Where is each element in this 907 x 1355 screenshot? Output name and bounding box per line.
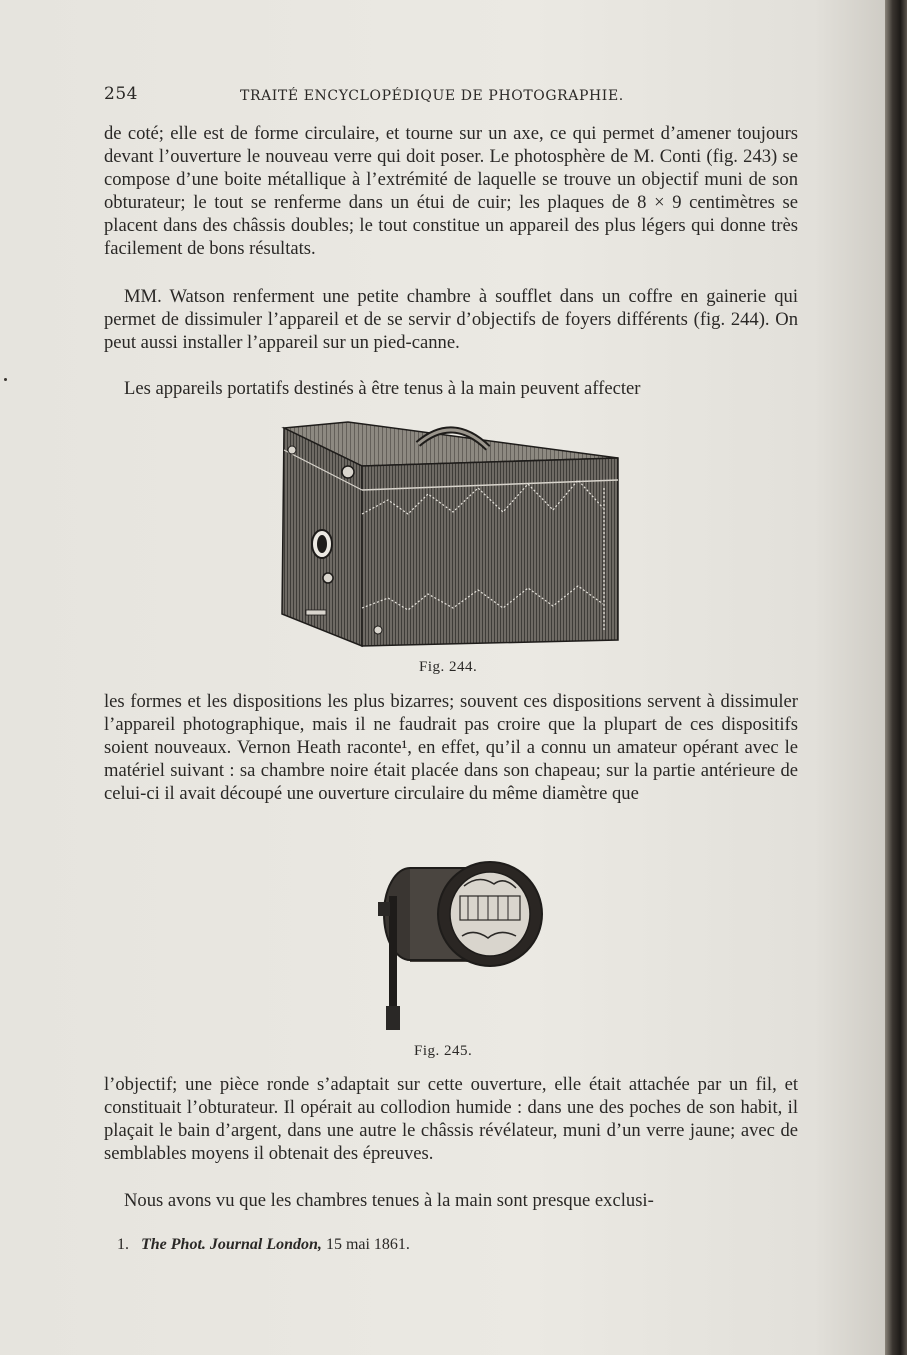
figure-245-hat-camera: [364, 856, 544, 1036]
paragraph-4: les formes et les dispositions les plus bizarres; souvent ces dispositions servent à dissimuler l’appareil photographique, mais il ne faudrait pas croire que la plupart de ces dispositifs soient nouveaux. Vernon Heath raconte¹, en effet, qu’il a connu un amateur opérant avec le matériel suivant : sa chambre noire était placée dans son chapeau; sur la partie antérieure de celui-ci il avait découpé une ouverture circulaire du même diamètre que: [104, 691, 798, 805]
page-number: 254: [104, 84, 138, 104]
figure-244-caption: Fig. 244.: [419, 659, 478, 675]
paragraph-1: de coté; elle est de forme circulaire, et tourne sur un axe, ce qui permet d’amener toujours devant l’ouverture le nouveau verre qui doit poser. Le photosphère de M. Conti (fig. 243) se compose d’une boite métallique à l’extrémité de laquelle se trouve un objectif muni de son obturateur; le tout se renferme dans un étui de cuir; les plaques de 8 × 9 centimètres se placent dans des châssis doubles; le tout constitue un appareil des plus légers qui donne très facilement de bons résultats.: [104, 123, 798, 260]
paragraph-2: MM. Watson renferment une petite chambre à soufflet dans un coffre en gainerie qui permet de dissimuler l’appareil et de se servir d’objectifs de foyers différents (fig. 244). On peut aussi installer l’appareil sur un pied-canne.: [104, 286, 798, 354]
paragraph-5: l’objectif; une pièce ronde s’adaptait sur cette ouverture, elle était attachée par un fil, et constituait l’obturateur. Il opérait au collodion humide : dans une des poches de son habit, il plaçait le bain d’argent, dans une autre le châssis révélateur, muni d’un verre jaune; avec de semblables moyens il obtenait des épreuves.: [104, 1074, 798, 1165]
figure-245-caption: Fig. 245.: [414, 1043, 473, 1059]
footnote: [117, 1236, 410, 1254]
margin-mark: [4, 378, 7, 381]
figure-244-box-camera: [278, 418, 624, 650]
paragraph-6: Nous avons vu que les chambres tenues à la main sont presque exclusi-: [124, 1190, 654, 1211]
footnote-date: 15 mai 1861.: [325, 1236, 410, 1253]
footnote-source: The Phot. Journal London,: [141, 1236, 322, 1253]
footnote-number: 1.: [117, 1236, 129, 1253]
paragraph-3: Les appareils portatifs destinés à être tenus à la main peuvent affecter: [124, 378, 641, 399]
book-spine: [885, 0, 907, 1355]
page-header: [104, 86, 798, 108]
running-title: TRAITÉ ENCYCLOPÉDIQUE DE PHOTOGRAPHIE.: [240, 88, 624, 104]
